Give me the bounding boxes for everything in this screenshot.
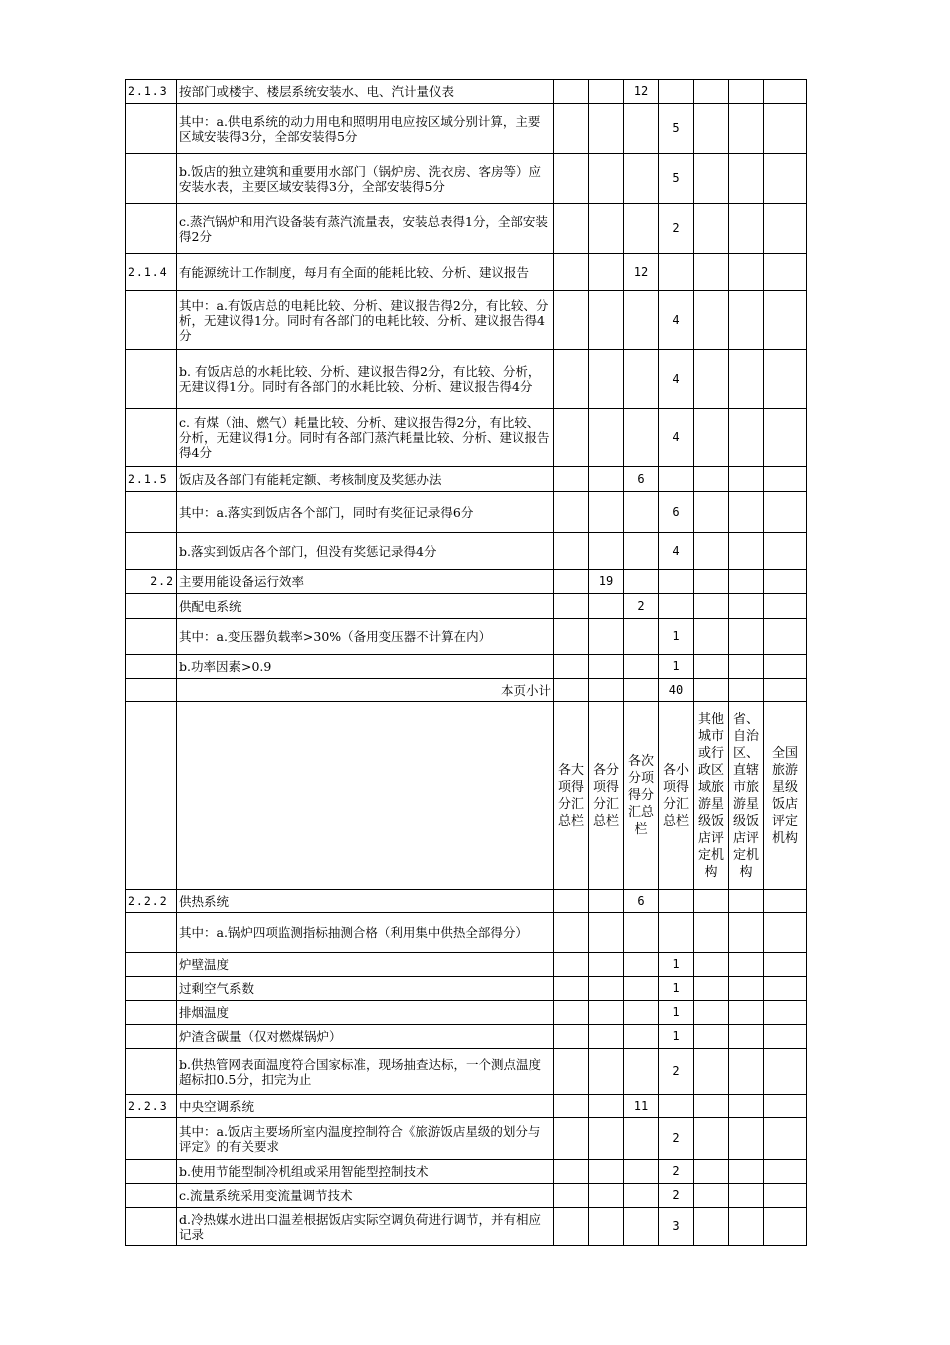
- score-section: [589, 890, 624, 913]
- score-subsection: [624, 953, 659, 977]
- score-major: [554, 913, 589, 953]
- city-agency-cell: [694, 594, 729, 619]
- province-agency-cell: [729, 104, 764, 154]
- city-agency-cell: [694, 655, 729, 679]
- item-number: [126, 679, 177, 702]
- score-item: [659, 80, 694, 104]
- city-agency-cell: [694, 533, 729, 570]
- header-subsection-score: 各次分项得分汇总栏: [624, 702, 659, 890]
- table-row: [126, 1025, 807, 1049]
- item-number: [126, 1184, 177, 1208]
- score-major: [554, 570, 589, 594]
- score-section: [589, 492, 624, 533]
- table-row: [126, 492, 807, 533]
- score-subsection: [624, 913, 659, 953]
- item-text: c.流量系统采用变流量调节技术: [177, 1184, 554, 1208]
- item-number: 2.2: [126, 570, 177, 594]
- item-number: [126, 1118, 177, 1160]
- item-text: b.饭店的独立建筑和重要用水部门（锅炉房、洗衣房、客房等）应安装水表，主要区域安装得3分，全部安装得5分: [177, 154, 554, 204]
- item-number: [126, 953, 177, 977]
- header-city-agency: 其他城市或行政区域旅游星级饭店评定机构: [694, 702, 729, 890]
- national-agency-cell: [764, 254, 807, 291]
- table-row: [126, 1160, 807, 1184]
- city-agency-cell: [694, 619, 729, 655]
- city-agency-cell: [694, 1001, 729, 1025]
- score-item: 4: [659, 533, 694, 570]
- item-text: 过剩空气系数: [177, 977, 554, 1001]
- score-subsection: 2: [624, 594, 659, 619]
- item-text: 有能源统计工作制度，每月有全面的能耗比较、分析、建议报告: [177, 254, 554, 291]
- item-text: 炉渣含碳量（仅对燃煤锅炉）: [177, 1025, 554, 1049]
- score-subsection: [624, 1184, 659, 1208]
- province-agency-cell: [729, 953, 764, 977]
- table-row: [126, 953, 807, 977]
- province-agency-cell: [729, 619, 764, 655]
- score-item: [659, 254, 694, 291]
- score-major: [554, 655, 589, 679]
- score-subsection: [624, 619, 659, 655]
- header-province-agency: 省、自治区、直辖市旅游星级饭店评定机构: [729, 702, 764, 890]
- national-agency-cell: [764, 1001, 807, 1025]
- item-number: 2.2.3: [126, 1095, 177, 1118]
- table-row: [126, 1184, 807, 1208]
- score-major: [554, 1118, 589, 1160]
- city-agency-cell: [694, 350, 729, 409]
- item-number: [126, 350, 177, 409]
- score-major: [554, 1208, 589, 1246]
- province-agency-cell: [729, 467, 764, 492]
- city-agency-cell: [694, 104, 729, 154]
- table-row: [126, 619, 807, 655]
- item-text: 其中：a.饭店主要场所室内温度控制符合《旅游饭店星级的划分与评定》的有关要求: [177, 1118, 554, 1160]
- national-agency-cell: [764, 492, 807, 533]
- city-agency-cell: [694, 1095, 729, 1118]
- national-agency-cell: [764, 409, 807, 467]
- item-text: b.功率因素>0.9: [177, 655, 554, 679]
- score-item: 2: [659, 1118, 694, 1160]
- score-subsection: 6: [624, 467, 659, 492]
- score-major: [554, 977, 589, 1001]
- score-subsection: [624, 679, 659, 702]
- table-row: [126, 1118, 807, 1160]
- score-major: [554, 619, 589, 655]
- national-agency-cell: [764, 890, 807, 913]
- national-agency-cell: [764, 1184, 807, 1208]
- score-major: [554, 1095, 589, 1118]
- national-agency-cell: [764, 204, 807, 254]
- table-row: [126, 1095, 807, 1118]
- score-section: [589, 1001, 624, 1025]
- item-text: 其中：a.锅炉四项监测指标抽测合格（利用集中供热全部得分）: [177, 913, 554, 953]
- item-text: 供热系统: [177, 890, 554, 913]
- score-major: [554, 467, 589, 492]
- score-section: [589, 154, 624, 204]
- item-number: [126, 619, 177, 655]
- item-number: [126, 492, 177, 533]
- national-agency-cell: [764, 1025, 807, 1049]
- item-number: 2.1.5: [126, 467, 177, 492]
- province-agency-cell: [729, 1160, 764, 1184]
- item-text: 排烟温度: [177, 1001, 554, 1025]
- score-major: [554, 1049, 589, 1095]
- score-item: 2: [659, 1160, 694, 1184]
- score-major: [554, 492, 589, 533]
- score-subsection: 12: [624, 254, 659, 291]
- score-subsection: [624, 1001, 659, 1025]
- scoring-table: [125, 79, 807, 1246]
- score-item: 5: [659, 154, 694, 204]
- national-agency-cell: [764, 953, 807, 977]
- score-subsection: [624, 409, 659, 467]
- national-agency-cell: [764, 350, 807, 409]
- city-agency-cell: [694, 1160, 729, 1184]
- province-agency-cell: [729, 291, 764, 350]
- item-text: d.冷热媒水进出口温差根据饭店实际空调负荷进行调节，并有相应记录: [177, 1208, 554, 1246]
- province-agency-cell: [729, 492, 764, 533]
- item-text: 按部门或楼宇、楼层系统安装水、电、汽计量仪表: [177, 80, 554, 104]
- national-agency-cell: [764, 594, 807, 619]
- province-agency-cell: [729, 1118, 764, 1160]
- item-text: 主要用能设备运行效率: [177, 570, 554, 594]
- score-section: [589, 291, 624, 350]
- table-row: [126, 204, 807, 254]
- score-section: [589, 594, 624, 619]
- item-text: b.供热管网表面温度符合国家标准，现场抽查达标，一个测点温度超标扣0.5分，扣完为止: [177, 1049, 554, 1095]
- table-row: [126, 254, 807, 291]
- score-subsection: [624, 1025, 659, 1049]
- item-number: 2.2.2: [126, 890, 177, 913]
- item-number: [126, 977, 177, 1001]
- score-section: [589, 254, 624, 291]
- score-subsection: [624, 1160, 659, 1184]
- score-major: [554, 350, 589, 409]
- national-agency-cell: [764, 619, 807, 655]
- city-agency-cell: [694, 409, 729, 467]
- score-section: [589, 1184, 624, 1208]
- item-number: [126, 154, 177, 204]
- province-agency-cell: [729, 977, 764, 1001]
- score-major: [554, 1184, 589, 1208]
- table-row: [126, 154, 807, 204]
- item-number: [126, 533, 177, 570]
- province-agency-cell: [729, 154, 764, 204]
- score-item: [659, 467, 694, 492]
- table-row: [126, 1001, 807, 1025]
- national-agency-cell: [764, 1118, 807, 1160]
- city-agency-cell: [694, 1049, 729, 1095]
- score-section: [589, 1118, 624, 1160]
- national-agency-cell: [764, 1095, 807, 1118]
- table-row: [126, 655, 807, 679]
- score-subsection: [624, 204, 659, 254]
- score-section: [589, 1208, 624, 1246]
- city-agency-cell: [694, 1208, 729, 1246]
- score-item: 2: [659, 1184, 694, 1208]
- city-agency-cell: [694, 977, 729, 1001]
- score-major: [554, 679, 589, 702]
- province-agency-cell: [729, 1208, 764, 1246]
- national-agency-cell: [764, 1049, 807, 1095]
- item-number: [126, 1208, 177, 1246]
- city-agency-cell: [694, 291, 729, 350]
- item-text: 其中：a.供电系统的动力用电和照明用电应按区域分别计算，主要区域安装得3分，全部安装得5分: [177, 104, 554, 154]
- city-agency-cell: [694, 204, 729, 254]
- score-item: 1: [659, 977, 694, 1001]
- score-subsection: 6: [624, 890, 659, 913]
- national-agency-cell: [764, 80, 807, 104]
- city-agency-cell: [694, 80, 729, 104]
- score-item: [659, 890, 694, 913]
- item-text: b.落实到饭店各个部门，但没有奖惩记录得4分: [177, 533, 554, 570]
- table-row: [126, 679, 807, 702]
- item-number: 2.1.3: [126, 80, 177, 104]
- national-agency-cell: [764, 291, 807, 350]
- score-item: 3: [659, 1208, 694, 1246]
- score-section: [589, 1095, 624, 1118]
- table-row: [126, 913, 807, 953]
- province-agency-cell: [729, 1184, 764, 1208]
- score-subsection: [624, 350, 659, 409]
- score-subsection: [624, 104, 659, 154]
- item-number: [126, 1160, 177, 1184]
- score-subsection: [624, 154, 659, 204]
- header-section-score: 各分项得分汇总栏: [589, 702, 624, 890]
- province-agency-cell: [729, 913, 764, 953]
- score-major: [554, 409, 589, 467]
- table-row: [126, 570, 807, 594]
- score-section: [589, 1049, 624, 1095]
- table-row: [126, 890, 807, 913]
- score-item: 1: [659, 953, 694, 977]
- city-agency-cell: [694, 913, 729, 953]
- score-section: [589, 619, 624, 655]
- item-text: 饭店及各部门有能耗定额、考核制度及奖惩办法: [177, 467, 554, 492]
- item-text: b.使用节能型制冷机组或采用智能型控制技术: [177, 1160, 554, 1184]
- score-major: [554, 254, 589, 291]
- table-row: [126, 467, 807, 492]
- item-text: c.蒸汽锅炉和用汽设备装有蒸汽流量表，安装总表得1分，全部安装得2分: [177, 204, 554, 254]
- score-subsection: 11: [624, 1095, 659, 1118]
- score-section: [589, 655, 624, 679]
- item-number: [126, 204, 177, 254]
- score-item: 4: [659, 291, 694, 350]
- item-text: 炉壁温度: [177, 953, 554, 977]
- score-major: [554, 533, 589, 570]
- table-row: [126, 1208, 807, 1246]
- score-subsection: [624, 1049, 659, 1095]
- table-row: [126, 594, 807, 619]
- province-agency-cell: [729, 1025, 764, 1049]
- item-number: [126, 1001, 177, 1025]
- city-agency-cell: [694, 1184, 729, 1208]
- national-agency-cell: [764, 154, 807, 204]
- table-row: [126, 291, 807, 350]
- table-row: [126, 1049, 807, 1095]
- item-number: [126, 104, 177, 154]
- province-agency-cell: [729, 80, 764, 104]
- city-agency-cell: [694, 467, 729, 492]
- item-number: [126, 594, 177, 619]
- score-section: [589, 977, 624, 1001]
- score-item: [659, 594, 694, 619]
- page-subtotal-label: 本页小计: [177, 679, 554, 702]
- score-item: 4: [659, 350, 694, 409]
- score-item: 5: [659, 104, 694, 154]
- item-number: [126, 409, 177, 467]
- province-agency-cell: [729, 594, 764, 619]
- score-section: [589, 467, 624, 492]
- table-row: [126, 977, 807, 1001]
- score-major: [554, 594, 589, 619]
- city-agency-cell: [694, 1025, 729, 1049]
- score-major: [554, 1025, 589, 1049]
- score-section: [589, 533, 624, 570]
- score-subsection: [624, 977, 659, 1001]
- item-number: [126, 655, 177, 679]
- score-section: [589, 104, 624, 154]
- score-major: [554, 953, 589, 977]
- score-major: [554, 204, 589, 254]
- table-row: [126, 80, 807, 104]
- score-major: [554, 1001, 589, 1025]
- score-major: [554, 104, 589, 154]
- province-agency-cell: [729, 679, 764, 702]
- score-subsection: [624, 570, 659, 594]
- score-section: 19: [589, 570, 624, 594]
- national-agency-cell: [764, 533, 807, 570]
- page-subtotal-value: 40: [659, 679, 694, 702]
- score-item: [659, 1095, 694, 1118]
- score-subsection: [624, 1118, 659, 1160]
- city-agency-cell: [694, 679, 729, 702]
- score-section: [589, 913, 624, 953]
- item-number: [126, 913, 177, 953]
- score-item: [659, 570, 694, 594]
- header-national-agency: 全国旅游星级饭店评定机构: [764, 702, 807, 890]
- national-agency-cell: [764, 104, 807, 154]
- score-section: [589, 1025, 624, 1049]
- score-section: [589, 350, 624, 409]
- province-agency-cell: [729, 1001, 764, 1025]
- score-item: 1: [659, 619, 694, 655]
- table-row: [126, 409, 807, 467]
- item-number: [126, 1049, 177, 1095]
- score-subsection: [624, 492, 659, 533]
- column-header-row: [126, 702, 807, 890]
- city-agency-cell: [694, 570, 729, 594]
- score-item: [659, 913, 694, 953]
- national-agency-cell: [764, 570, 807, 594]
- national-agency-cell: [764, 655, 807, 679]
- city-agency-cell: [694, 492, 729, 533]
- city-agency-cell: [694, 154, 729, 204]
- item-text: 中央空调系统: [177, 1095, 554, 1118]
- score-section: [589, 1160, 624, 1184]
- item-text: c. 有煤（油、燃气）耗量比较、分析、建议报告得2分，有比较、分析，无建议得1分。同时有各部门蒸汽耗量比较、分析、建议报告得4分: [177, 409, 554, 467]
- header-blank-cell: [177, 702, 554, 890]
- score-item: 2: [659, 204, 694, 254]
- score-item: 2: [659, 1049, 694, 1095]
- city-agency-cell: [694, 1118, 729, 1160]
- table-row: [126, 533, 807, 570]
- national-agency-cell: [764, 467, 807, 492]
- score-section: [589, 679, 624, 702]
- item-number: [126, 1025, 177, 1049]
- table-row: [126, 350, 807, 409]
- city-agency-cell: [694, 254, 729, 291]
- score-item: 4: [659, 409, 694, 467]
- header-blank-cell: [126, 702, 177, 890]
- province-agency-cell: [729, 350, 764, 409]
- province-agency-cell: [729, 1095, 764, 1118]
- province-agency-cell: [729, 254, 764, 291]
- item-text: 其中：a.变压器负载率>30%（备用变压器不计算在内）: [177, 619, 554, 655]
- national-agency-cell: [764, 1160, 807, 1184]
- score-section: [589, 953, 624, 977]
- score-subsection: 12: [624, 80, 659, 104]
- item-text: 其中：a.落实到饭店各个部门，同时有奖征记录得6分: [177, 492, 554, 533]
- score-subsection: [624, 1208, 659, 1246]
- header-item-score: 各小项得分汇总栏: [659, 702, 694, 890]
- city-agency-cell: [694, 953, 729, 977]
- province-agency-cell: [729, 890, 764, 913]
- score-major: [554, 1160, 589, 1184]
- national-agency-cell: [764, 1208, 807, 1246]
- score-major: [554, 154, 589, 204]
- header-major-score: 各大项得分汇总栏: [554, 702, 589, 890]
- score-major: [554, 291, 589, 350]
- score-subsection: [624, 291, 659, 350]
- score-item: 6: [659, 492, 694, 533]
- score-item: 1: [659, 655, 694, 679]
- item-text: b. 有饭店总的水耗比较、分析、建议报告得2分，有比较、分析，无建议得1分。同时有各部门的水耗比较、分析、建议报告得4分: [177, 350, 554, 409]
- national-agency-cell: [764, 977, 807, 1001]
- item-text: 供配电系统: [177, 594, 554, 619]
- city-agency-cell: [694, 890, 729, 913]
- national-agency-cell: [764, 679, 807, 702]
- province-agency-cell: [729, 204, 764, 254]
- score-major: [554, 890, 589, 913]
- national-agency-cell: [764, 913, 807, 953]
- province-agency-cell: [729, 1049, 764, 1095]
- score-subsection: [624, 533, 659, 570]
- score-item: 1: [659, 1001, 694, 1025]
- score-section: [589, 409, 624, 467]
- score-section: [589, 80, 624, 104]
- province-agency-cell: [729, 655, 764, 679]
- item-number: [126, 291, 177, 350]
- province-agency-cell: [729, 409, 764, 467]
- score-item: 1: [659, 1025, 694, 1049]
- score-subsection: [624, 655, 659, 679]
- score-major: [554, 80, 589, 104]
- score-section: [589, 204, 624, 254]
- item-number: 2.1.4: [126, 254, 177, 291]
- province-agency-cell: [729, 570, 764, 594]
- table-row: [126, 104, 807, 154]
- item-text: 其中：a.有饭店总的电耗比较、分析、建议报告得2分，有比较、分析，无建议得1分。同时有各部门的电耗比较、分析、建议报告得4分: [177, 291, 554, 350]
- province-agency-cell: [729, 533, 764, 570]
